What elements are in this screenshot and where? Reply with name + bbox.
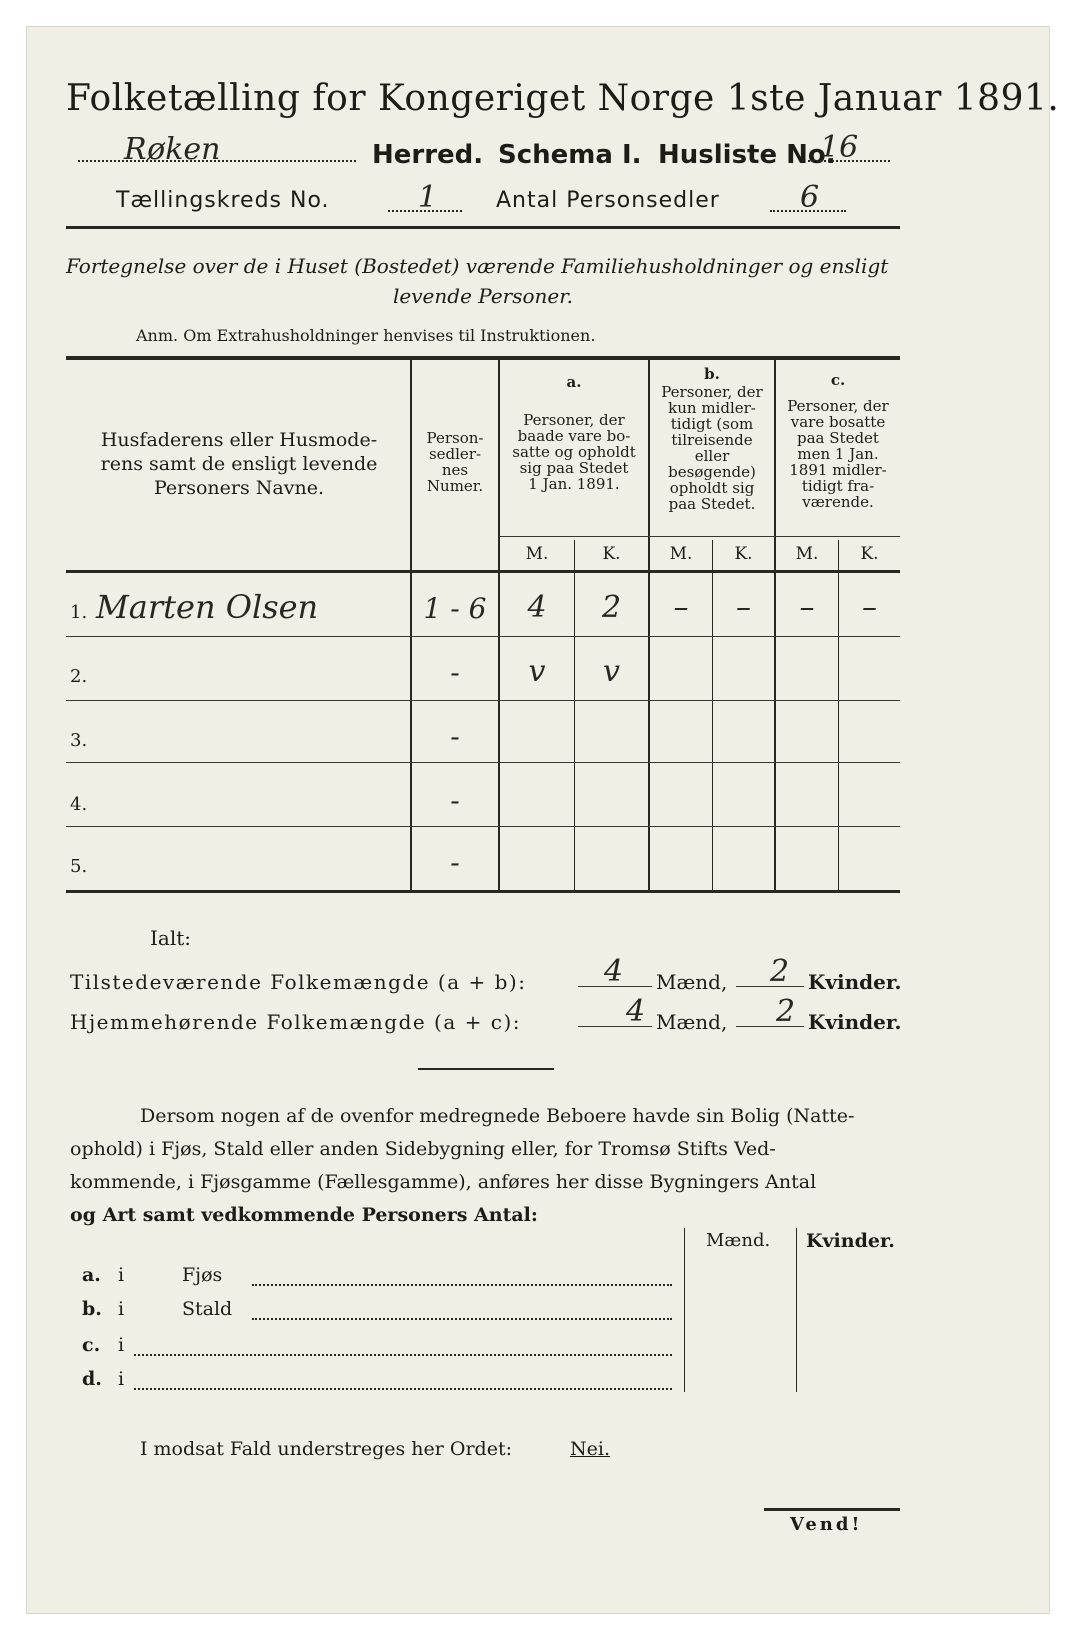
personsedler-numer: -	[450, 784, 460, 817]
col-header-a: Personer, der baade vare bo- satte og opholdt sig paa Stedet 1 Jan. 1891.	[512, 411, 636, 493]
buildings-col-divider-2	[796, 1228, 797, 1392]
hjemme-kvinder-value: 2	[776, 994, 796, 1029]
col-b-m-label: M.	[669, 544, 693, 564]
building-letter: c.	[82, 1334, 101, 1356]
intro-line-1: Fortegnelse over de i Huset (Bostedet) værende Familiehusholdninger og ensligt	[66, 254, 889, 278]
count-b-m: –	[673, 590, 689, 625]
row-rule	[66, 636, 900, 637]
col-header-b: Personer, der kun midler- tidigt (som tilreisende eller besøgende) opholdt sig paa Stedet.	[661, 383, 763, 513]
herred-label: Herred.	[372, 140, 484, 170]
section-divider	[418, 1068, 554, 1070]
building-dotted-line	[134, 1388, 672, 1390]
building-dotted-line	[134, 1354, 672, 1356]
anm-note: Anm. Om Extrahusholdninger henvises til Instruktionen.	[136, 326, 596, 345]
col-header-c-letter: c.	[830, 371, 846, 389]
header-rule	[66, 226, 900, 229]
count-b-k: –	[736, 590, 751, 625]
buildings-col-divider-1	[684, 1228, 685, 1392]
tilstede-maend-value: 4	[604, 954, 624, 989]
husliste-number: 16	[820, 130, 859, 165]
tilstede-label: Tilstedeværende Folkemængde (a + b):	[70, 970, 527, 994]
count-c-k: –	[862, 590, 877, 625]
personsedler-numer: -	[450, 656, 460, 689]
personsedler-numer: -	[450, 720, 460, 753]
husliste-label: Husliste No.	[658, 140, 836, 170]
tilstede-maend-label: Mænd,	[656, 970, 728, 994]
building-dotted-line	[252, 1284, 672, 1286]
nei-word: Nei.	[570, 1438, 610, 1460]
col-header-names: Husfaderens eller Husmode- rens samt de ensligt levende Personers Navne.	[100, 429, 378, 499]
row-rule	[66, 762, 900, 763]
col-header-numer: Person- sedler- nes Numer.	[426, 429, 484, 495]
building-letter: d.	[82, 1368, 102, 1390]
kreds-number: 1	[418, 180, 438, 215]
col-c-m-label: M.	[795, 544, 819, 564]
col-header-a-letter: a.	[566, 373, 582, 391]
building-prep: i	[118, 1264, 125, 1286]
col-c-k-label: K.	[860, 544, 879, 564]
count-a-m: v	[528, 654, 546, 689]
count-a-k: v	[603, 654, 620, 689]
row-rule	[66, 826, 900, 827]
building-type: Stald	[182, 1298, 233, 1320]
hjemme-label: Hjemmehørende Folkemængde (a + c):	[70, 1010, 521, 1034]
col-header-c: Personer, der vare bosatte paa Stedet men 1 Jan. 1891 midler- tidigt fra- værende.	[787, 397, 889, 511]
mk-header-rule	[500, 536, 900, 537]
building-type: Fjøs	[182, 1264, 223, 1286]
count-a-k: 2	[601, 590, 622, 625]
antal-number: 6	[800, 180, 820, 215]
building-prep: i	[118, 1334, 125, 1356]
col-header-b-letter: b.	[704, 365, 720, 383]
ialt-label: Ialt:	[150, 926, 191, 950]
building-letter: b.	[82, 1298, 102, 1320]
row-rule	[66, 700, 900, 701]
row-number: 4.	[70, 794, 88, 815]
row-number: 3.	[70, 730, 88, 751]
count-c-m: –	[799, 590, 815, 625]
intro-line-2: levende Personer.	[393, 284, 573, 308]
col-a-m-label: M.	[525, 544, 549, 564]
person-name: Marten Olsen	[96, 588, 319, 626]
antal-label: Antal Personsedler	[496, 188, 720, 213]
place-name: Røken	[124, 132, 221, 167]
tilstede-kvinder-label: Kvinder.	[808, 970, 902, 994]
row-number: 5.	[70, 856, 88, 877]
modsat-text: I modsat Fald understreges her Ordet:	[140, 1438, 512, 1460]
hjemme-maend-label: Mænd,	[656, 1010, 728, 1034]
buildings-kvinder-header: Kvinder.	[806, 1230, 895, 1252]
count-a-m: 4	[527, 590, 547, 625]
buildings-paragraph: Dersom nogen af de ovenfor medregnede Beboere havde sin Bolig (Natte- ophold) i Fjøs, Stald eller anden Sidebygning eller, for Tromsø Stifts Ved- kommende, i Fjøsgamme (Fællesgamme), anføres her disse Bygningers Antal og Art samt vedkommende Personers Antal:	[70, 1105, 855, 1226]
kreds-label: Tællingskreds No.	[116, 188, 330, 213]
col-b-k-label: K.	[734, 544, 753, 564]
building-letter: a.	[82, 1264, 101, 1286]
tilstede-kvinder-value: 2	[770, 954, 790, 989]
building-prep: i	[118, 1298, 125, 1320]
personsedler-numer: -	[450, 846, 460, 879]
hjemme-kvinder-label: Kvinder.	[808, 1010, 902, 1034]
personsedler-numer: 1 - 6	[423, 592, 487, 625]
row-number: 2.	[70, 666, 88, 687]
vend-label: Vend!	[790, 1514, 863, 1535]
schema-label: Schema I.	[498, 140, 642, 170]
buildings-maend-header: Mænd.	[706, 1230, 771, 1251]
vend-rule	[764, 1508, 900, 1511]
col-a-k-label: K.	[602, 544, 621, 564]
building-prep: i	[118, 1368, 125, 1390]
hjemme-maend-value: 4	[626, 994, 646, 1029]
form-title: Folketælling for Kongeriget Norge 1ste Januar 1891.	[66, 78, 1060, 119]
row-number: 1.	[70, 602, 88, 623]
building-dotted-line	[252, 1318, 672, 1320]
